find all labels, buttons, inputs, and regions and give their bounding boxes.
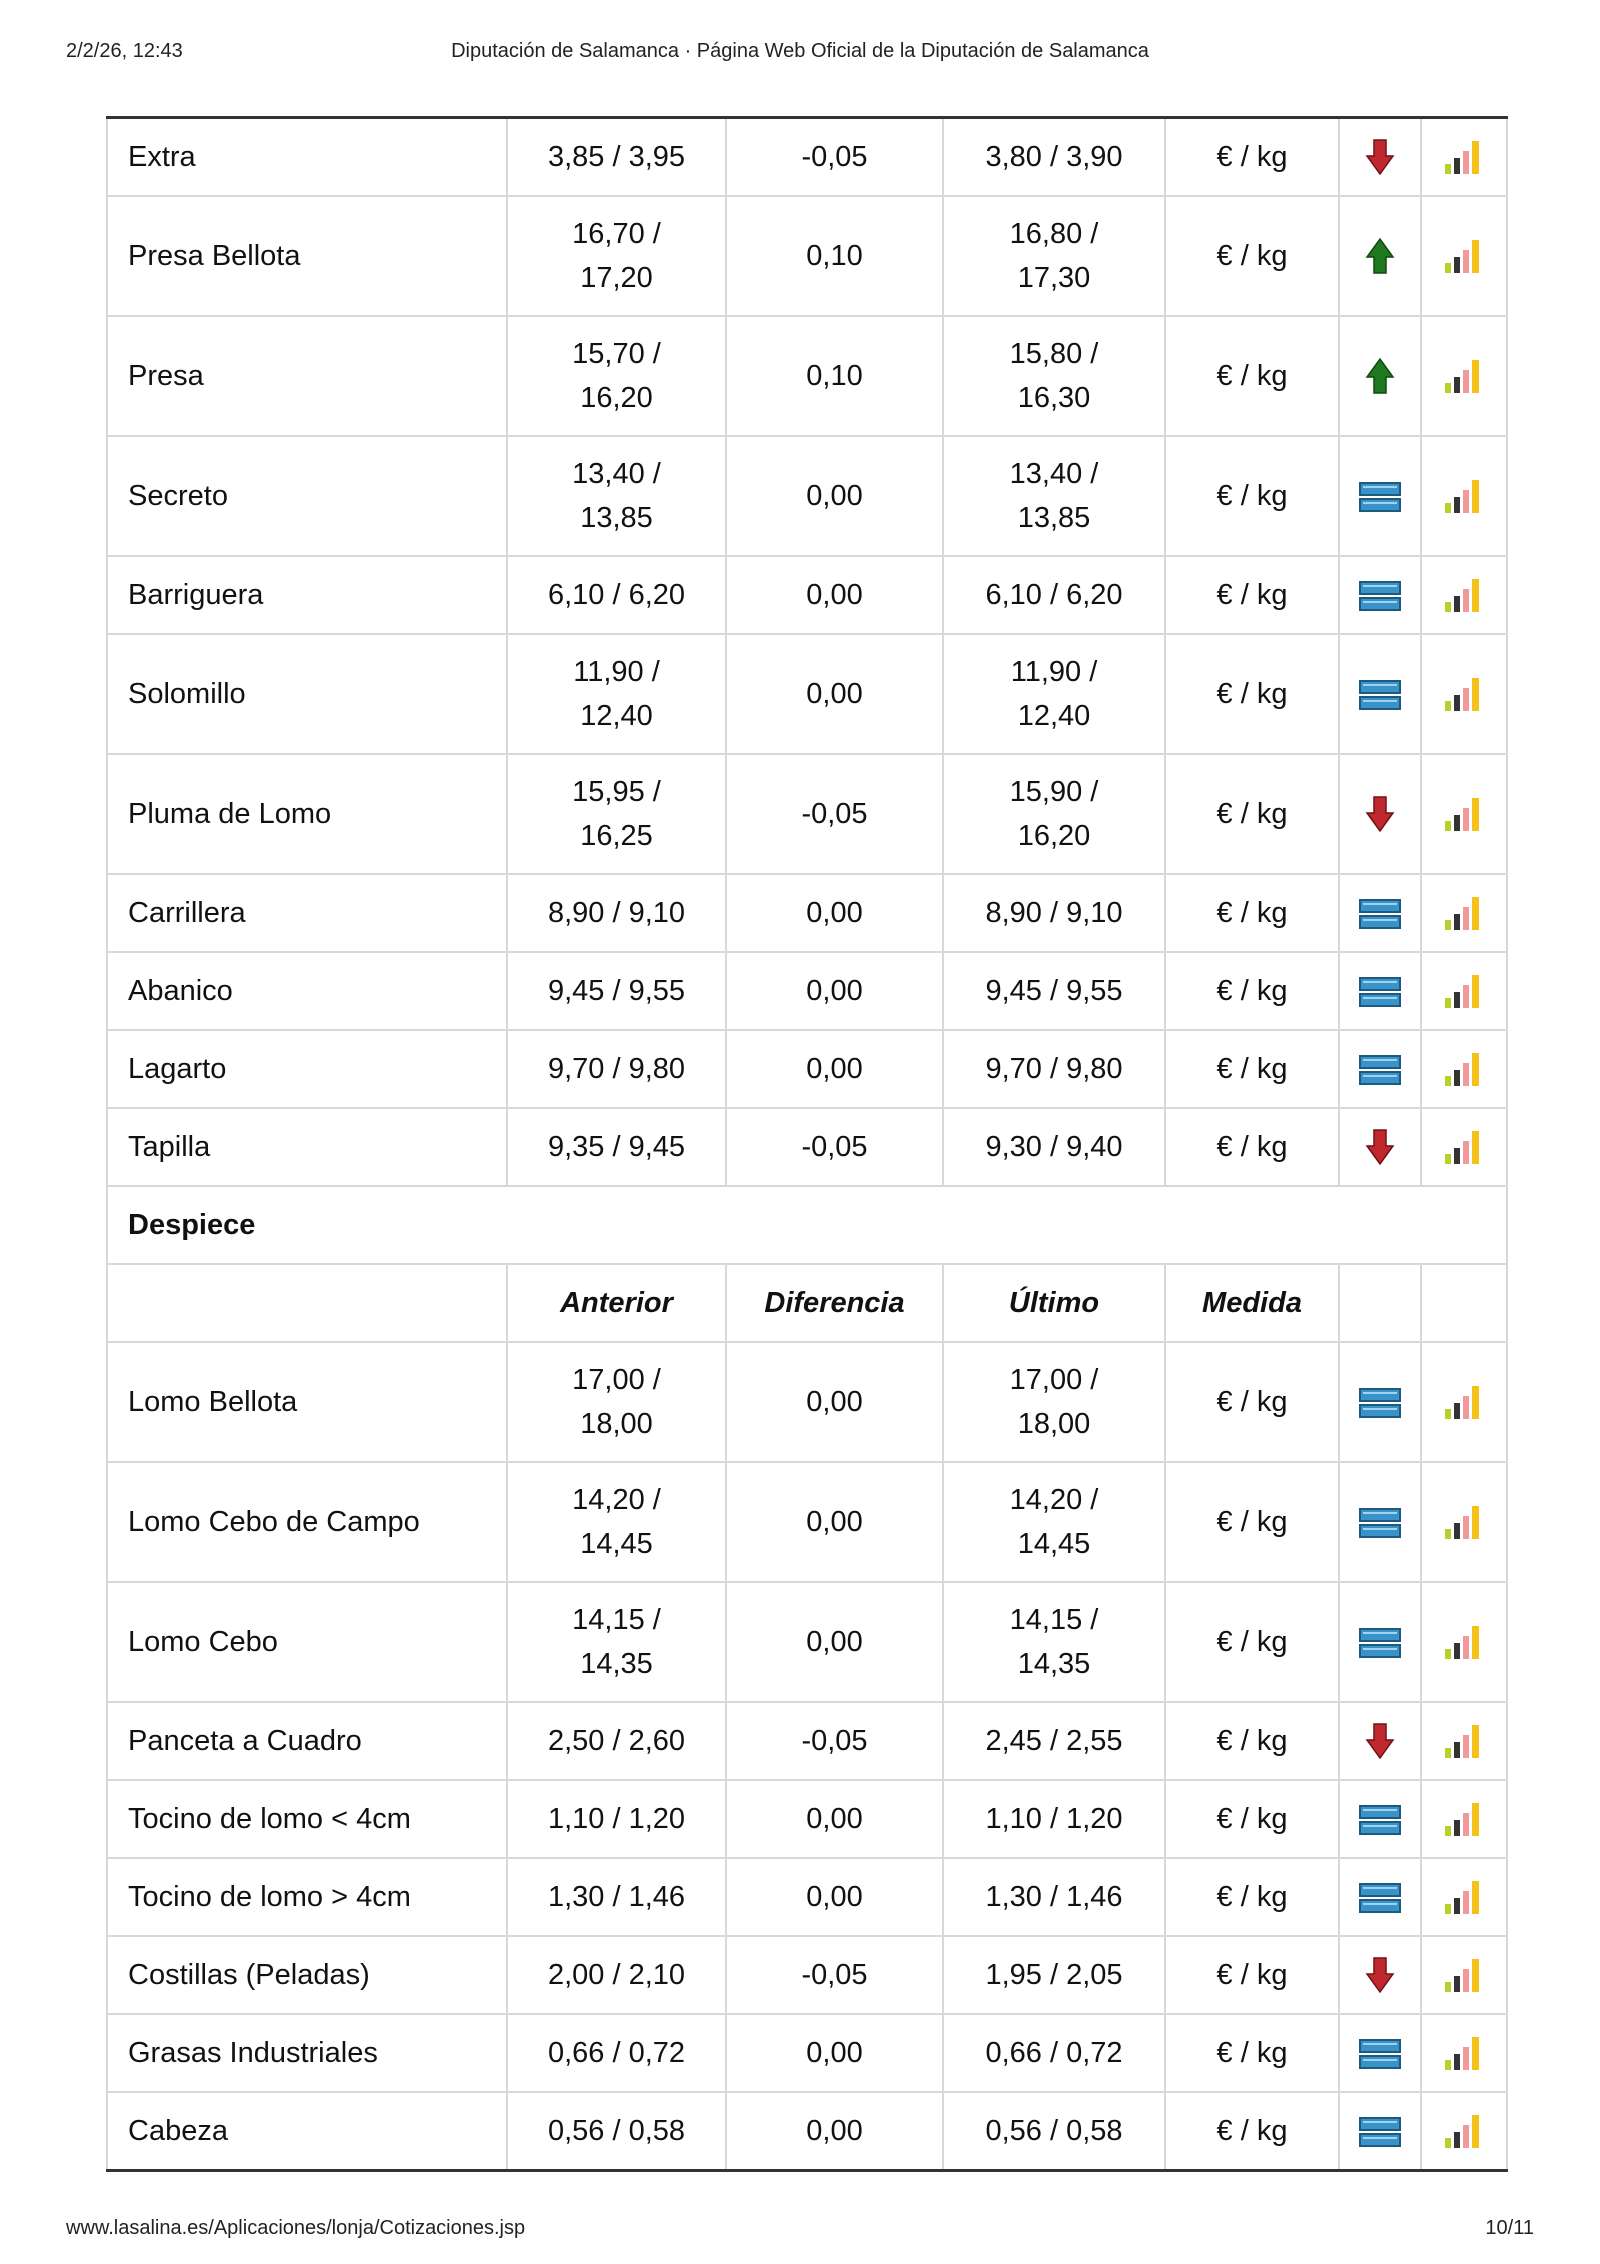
ultimo-text: 15,90 / 16,20 [1009,776,1099,852]
ultimo-value [943,634,1165,754]
trend-down-icon [1339,118,1421,197]
diferencia-value: 0,00 [726,952,943,1030]
anterior-text: 15,70 / 16,20 [572,338,661,414]
medida-value: € / kg [1165,754,1339,874]
anterior-text: 0,66 / 0,72 [547,2037,686,2069]
table-row [107,1936,1507,2014]
medida-value: € / kg [1165,874,1339,952]
medida-value: € / kg [1165,1858,1339,1936]
medida-value: € / kg [1165,2092,1339,2171]
anterior-text: 8,90 / 9,10 [547,897,686,929]
anterior-value [507,2092,726,2171]
diferencia-value: 0,10 [726,196,943,316]
history-chart-icon[interactable] [1421,1702,1507,1780]
ultimo-text: 0,66 / 0,72 [985,2037,1123,2069]
medida-value: € / kg [1165,634,1339,754]
table-row [107,634,1507,754]
diferencia-value: 0,00 [726,556,943,634]
ultimo-value [943,1030,1165,1108]
product-name: Secreto [107,436,507,556]
product-name: Tapilla [107,1108,507,1186]
table-row [107,316,1507,436]
history-chart-icon[interactable] [1421,1936,1507,2014]
medida-value: € / kg [1165,1780,1339,1858]
history-chart-icon[interactable] [1421,1030,1507,1108]
ultimo-value [943,196,1165,316]
product-name: Extra [107,118,507,197]
ultimo-value [943,1936,1165,2014]
anterior-value [507,1108,726,1186]
ultimo-text: 1,30 / 1,46 [985,1881,1123,1913]
medida-value: € / kg [1165,1936,1339,2014]
column-header-anterior: Anterior [507,1264,726,1342]
table-row [107,118,1507,197]
product-name: Barriguera [107,556,507,634]
column-header-blank [107,1264,507,1342]
anterior-text: 13,40 / 13,85 [572,458,661,534]
anterior-text: 9,45 / 9,55 [547,975,686,1007]
table-row [107,196,1507,316]
ultimo-value [943,1462,1165,1582]
trend-stable-icon [1339,1342,1421,1462]
column-header-diferencia: Diferencia [726,1264,943,1342]
diferencia-value: 0,00 [726,1582,943,1702]
table-row [107,1582,1507,1702]
product-name: Presa Bellota [107,196,507,316]
history-chart-icon[interactable] [1421,118,1507,197]
diferencia-value: 0,00 [726,874,943,952]
history-chart-icon[interactable] [1421,2092,1507,2171]
anterior-text: 15,95 / 16,25 [572,776,661,852]
anterior-value [507,1858,726,1936]
trend-stable-icon [1339,436,1421,556]
table-section-despiece [107,1186,1507,1342]
medida-value: € / kg [1165,1108,1339,1186]
medida-value: € / kg [1165,436,1339,556]
table-row [107,1108,1507,1186]
trend-down-icon [1339,1108,1421,1186]
ultimo-value [943,1780,1165,1858]
ultimo-text: 9,70 / 9,80 [985,1053,1123,1085]
print-footer [66,2217,1534,2245]
history-chart-icon[interactable] [1421,556,1507,634]
anterior-text: 1,10 / 1,20 [547,1803,686,1835]
trend-stable-icon [1339,556,1421,634]
ultimo-text: 6,10 / 6,20 [985,579,1123,611]
history-chart-icon[interactable] [1421,952,1507,1030]
table-row [107,1030,1507,1108]
history-chart-icon[interactable] [1421,2014,1507,2092]
anterior-value [507,1936,726,2014]
anterior-text: 17,00 / 18,00 [572,1364,661,1440]
print-header [66,40,1534,68]
table-row [107,1342,1507,1462]
diferencia-value: -0,05 [726,1108,943,1186]
trend-stable-icon [1339,2092,1421,2171]
table-section-previous [107,118,1507,1187]
ultimo-text: 14,20 / 14,45 [1009,1484,1099,1560]
print-page-number: 10/11 [1485,2217,1534,2239]
history-chart-icon[interactable] [1421,634,1507,754]
table-row [107,754,1507,874]
column-header-blank [1421,1264,1507,1342]
diferencia-value: 0,00 [726,2092,943,2171]
anterior-value [507,1462,726,1582]
medida-value: € / kg [1165,1030,1339,1108]
history-chart-icon[interactable] [1421,1780,1507,1858]
diferencia-value: 0,00 [726,1858,943,1936]
trend-down-icon [1339,1936,1421,2014]
table-row [107,952,1507,1030]
anterior-value [507,1702,726,1780]
product-name: Grasas Industriales [107,2014,507,2092]
diferencia-value: -0,05 [726,1702,943,1780]
history-chart-icon[interactable] [1421,1858,1507,1936]
history-chart-icon[interactable] [1421,1342,1507,1462]
column-header-row [107,1264,1507,1342]
ultimo-value [943,1858,1165,1936]
ultimo-text: 1,95 / 2,05 [985,1959,1123,1991]
history-chart-icon[interactable] [1421,874,1507,952]
ultimo-text: 1,10 / 1,20 [985,1803,1123,1835]
diferencia-value: 0,00 [726,436,943,556]
medida-value: € / kg [1165,118,1339,197]
medida-value: € / kg [1165,316,1339,436]
ultimo-text: 17,00 / 18,00 [1009,1364,1099,1440]
medida-value: € / kg [1165,1582,1339,1702]
anterior-value [507,436,726,556]
medida-value: € / kg [1165,952,1339,1030]
column-header-ultimo: Último [943,1264,1165,1342]
trend-stable-icon [1339,634,1421,754]
product-name: Lagarto [107,1030,507,1108]
product-name: Tocino de lomo < 4cm [107,1780,507,1858]
ultimo-value [943,1582,1165,1702]
history-chart-icon[interactable] [1421,436,1507,556]
anterior-value [507,874,726,952]
ultimo-value [943,952,1165,1030]
anterior-value [507,556,726,634]
anterior-value [507,316,726,436]
product-name: Cabeza [107,2092,507,2171]
diferencia-value: 0,00 [726,1030,943,1108]
anterior-value [507,952,726,1030]
product-name: Pluma de Lomo [107,754,507,874]
medida-value: € / kg [1165,1342,1339,1462]
anterior-value [507,118,726,197]
table-row [107,1702,1507,1780]
history-chart-icon[interactable] [1421,1108,1507,1186]
table-row [107,2014,1507,2092]
anterior-text: 9,70 / 9,80 [547,1053,686,1085]
ultimo-value [943,2092,1165,2171]
product-name: Tocino de lomo > 4cm [107,1858,507,1936]
anterior-text: 14,20 / 14,45 [572,1484,661,1560]
ultimo-value [943,754,1165,874]
anterior-value [507,754,726,874]
table-row [107,436,1507,556]
anterior-text: 0,56 / 0,58 [547,2115,686,2147]
diferencia-value: -0,05 [726,118,943,197]
anterior-value [507,1780,726,1858]
table-row [107,1462,1507,1582]
ultimo-text: 15,80 / 16,30 [1009,338,1099,414]
diferencia-value: 0,10 [726,316,943,436]
trend-stable-icon [1339,1582,1421,1702]
anterior-text: 16,70 / 17,20 [572,218,661,294]
anterior-text: 1,30 / 1,46 [547,1881,686,1913]
product-name: Costillas (Peladas) [107,1936,507,2014]
diferencia-value: 0,00 [726,1342,943,1462]
trend-down-icon [1339,754,1421,874]
trend-up-icon [1339,196,1421,316]
anterior-text: 11,90 / 12,40 [573,656,660,732]
ultimo-value [943,874,1165,952]
ultimo-value [943,556,1165,634]
anterior-text: 3,85 / 3,95 [547,141,686,173]
medida-value: € / kg [1165,196,1339,316]
ultimo-text: 14,15 / 14,35 [1009,1604,1099,1680]
product-name: Abanico [107,952,507,1030]
product-name: Presa [107,316,507,436]
diferencia-value: -0,05 [726,754,943,874]
history-chart-icon[interactable] [1421,196,1507,316]
history-chart-icon[interactable] [1421,316,1507,436]
product-name: Lomo Bellota [107,1342,507,1462]
anterior-text: 9,35 / 9,45 [547,1131,686,1163]
medida-value: € / kg [1165,1702,1339,1780]
ultimo-value [943,1702,1165,1780]
medida-value: € / kg [1165,1462,1339,1582]
ultimo-text: 9,45 / 9,55 [985,975,1123,1007]
product-name: Panceta a Cuadro [107,1702,507,1780]
ultimo-text: 9,30 / 9,40 [985,1131,1123,1163]
print-page-title: Diputación de Salamanca · Página Web Oficial de la Diputación de Salamanca [451,40,1149,62]
anterior-value [507,1030,726,1108]
column-header-blank [1339,1264,1421,1342]
anterior-value [507,196,726,316]
trend-stable-icon [1339,1858,1421,1936]
anterior-value [507,1582,726,1702]
diferencia-value: 0,00 [726,2014,943,2092]
product-name: Carrillera [107,874,507,952]
ultimo-value [943,1108,1165,1186]
column-header-medida: Medida [1165,1264,1339,1342]
ultimo-text: 16,80 / 17,30 [1009,218,1099,294]
anterior-value [507,2014,726,2092]
history-chart-icon[interactable] [1421,1462,1507,1582]
anterior-text: 2,00 / 2,10 [547,1959,686,1991]
anterior-value [507,1342,726,1462]
diferencia-value: 0,00 [726,634,943,754]
table-row [107,1858,1507,1936]
table-row [107,1780,1507,1858]
ultimo-text: 11,90 / 12,40 [1010,656,1098,732]
anterior-text: 2,50 / 2,60 [547,1725,686,1757]
medida-value: € / kg [1165,2014,1339,2092]
price-table [106,116,1508,2172]
print-datetime: 2/2/26, 12:43 [66,40,183,62]
diferencia-value: 0,00 [726,1462,943,1582]
history-chart-icon[interactable] [1421,1582,1507,1702]
ultimo-text: 13,40 / 13,85 [1009,458,1099,534]
table-row [107,874,1507,952]
anterior-text: 14,15 / 14,35 [572,1604,661,1680]
trend-stable-icon [1339,2014,1421,2092]
trend-stable-icon [1339,1780,1421,1858]
ultimo-value [943,1342,1165,1462]
section-title-despiece: Despiece [107,1186,1507,1264]
ultimo-text: 3,80 / 3,90 [985,141,1123,173]
diferencia-value: -0,05 [726,1936,943,2014]
anterior-text: 6,10 / 6,20 [547,579,686,611]
table-row [107,2092,1507,2171]
trend-stable-icon [1339,952,1421,1030]
trend-stable-icon [1339,1030,1421,1108]
ultimo-value [943,2014,1165,2092]
trend-stable-icon [1339,874,1421,952]
ultimo-value [943,316,1165,436]
history-chart-icon[interactable] [1421,754,1507,874]
anterior-value [507,634,726,754]
print-url: www.lasalina.es/Aplicaciones/lonja/Cotizaciones.jsp [66,2217,526,2239]
trend-stable-icon [1339,1462,1421,1582]
ultimo-text: 8,90 / 9,10 [985,897,1123,929]
diferencia-value: 0,00 [726,1780,943,1858]
ultimo-text: 0,56 / 0,58 [985,2115,1123,2147]
product-name: Lomo Cebo [107,1582,507,1702]
ultimo-text: 2,45 / 2,55 [985,1725,1123,1757]
table-row [107,556,1507,634]
ultimo-value [943,118,1165,197]
ultimo-value [943,436,1165,556]
trend-down-icon [1339,1702,1421,1780]
trend-up-icon [1339,316,1421,436]
medida-value: € / kg [1165,556,1339,634]
product-name: Solomillo [107,634,507,754]
product-name: Lomo Cebo de Campo [107,1462,507,1582]
table-section-despiece-rows [107,1342,1507,2171]
